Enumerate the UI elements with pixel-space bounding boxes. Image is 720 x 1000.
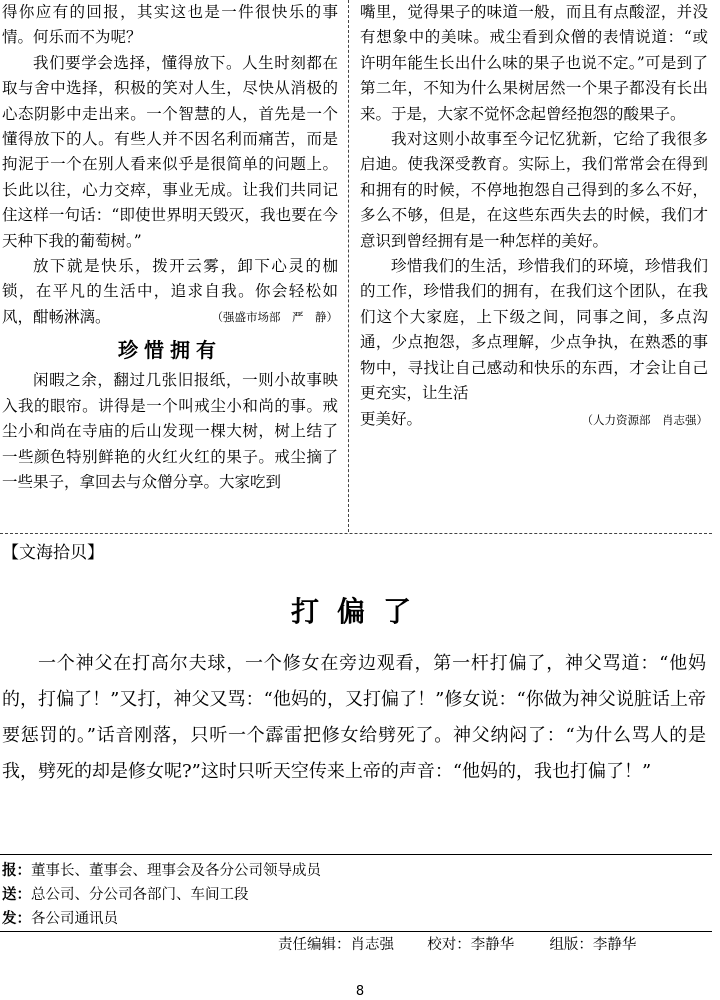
left-paragraph-1: 得你应有的回报，其实这也是一件很快乐的事情。何乐而不为呢？ (2, 3, 338, 47)
joke-body: 一个神父在打高尔夫球，一个修女在旁边观看，第一杆打偏了，神父骂道：“他妈的，打偏了！”又打，神父又骂：“他妈的，又打偏了！”修女说：“你做为神父说脏话上帝要惩罚的。”话音刚落，只听一个霹雷把修女给劈死了。神父纳闷了：“为什么骂人的是我，劈死的却是修女呢?”这时只听天空传来上帝的声音：“他妈的，我也打偏了！” (2, 653, 706, 782)
send-label: 送： (2, 887, 31, 903)
distribution-send (2, 884, 249, 906)
send-text: 总公司、分公司各部门、车间工段 (31, 887, 249, 903)
issue-label: 发： (2, 911, 31, 927)
right-signature: （人力资源部 肖志强） (581, 412, 708, 427)
credit-editor: 责任编辑：肖志强 (278, 937, 394, 953)
distribution-top-rule (0, 854, 712, 855)
joke-title: 打偏了 (290, 595, 429, 628)
left-paragraph-4: 闲暇之余，翻过几张旧报纸，一则小故事映入我的眼帘。讲得是一个叫戒尘小和尚的事。戒尘小和尚在寺庙的后山发现一棵大树，树上结了一些颜色特别鲜艳的火红火红的果子。戒尘摘了一些果子，拿回去与众僧分享。大家吃到 (2, 371, 338, 491)
credit-proofreader: 校对：李静华 (427, 937, 515, 953)
right-paragraph-2: 我对这则小故事至今记忆犹新，它给了我很多启迪。使我深受教育。实际上，我们常常会在得到和拥有的时候，不停地抱怨自己得到的多么不好，多么不够，但是，在这些东西失去的时候，我们才意识到曾经拥有是一种怎样的美好。 (360, 130, 708, 250)
right-paragraph-3-ending (360, 407, 708, 433)
credits-line (278, 934, 636, 956)
report-text: 董事长、董事会、理事会及各分公司领导成员 (31, 863, 321, 879)
article-subheading: 珍惜拥有 (118, 338, 222, 363)
left-paragraph-3-text: 放下就是快乐，拨开云雾，卸下心灵的枷锁，在平凡的生活中，追求自我。你会轻松如风，酣畅淋漓。 (2, 257, 338, 326)
right-paragraph-3: 珍惜我们的生活，珍惜我们的环境，珍惜我们的工作，珍惜我们的拥有，在我们这个团队，在我们这个大家庭，上下级之间，同事之间，多点沟通，少点抱怨，多点理解，少点争执，在熟悉的事物中，寻找让自己感动和快乐的东西，才会让自己更充实，让生活 (360, 257, 708, 403)
right-paragraph-1: 嘴里，觉得果子的味道一般，而且有点酸涩，并没有想象中的美味。戒尘看到众僧的表情说道：“或许明年能生长出什么味的果子也说不定。”可是到了第二年，不知为什么果树居然一个果子都没有长出来。于是，大家不觉怀念起曾经抱怨的酸果子。 (360, 3, 708, 123)
left-signature: （强盛市场部 严 静） (211, 309, 338, 324)
section-tag: 【文海拾贝】 (2, 543, 104, 563)
right-paragraph-3-end: 更美好。 (360, 409, 423, 428)
column-divider (348, 0, 349, 532)
right-column (360, 0, 708, 433)
page-number: 8 (355, 984, 365, 999)
section-divider (0, 533, 712, 534)
distribution-report (2, 860, 321, 882)
left-paragraph-3 (2, 254, 338, 330)
left-paragraph-2: 我们要学会选择，懂得放下。人生时刻都在取与舍中选择，积极的笑对人生，尽快从消极的心态阴影中走出来。一个智慧的人，首先是一个懂得放下的人。有些人并不因名利而痛苦，而是拘泥于一个在别人看来似乎是很简单的问题上。长此以往，心力交瘁，事业无成。让我们共同记住这样一句话：“即使世界明天毁灭，我也要在今天种下我的葡萄树。” (2, 53, 338, 250)
distribution-bottom-rule (0, 931, 712, 932)
distribution-issue (2, 908, 118, 930)
report-label: 报： (2, 863, 31, 879)
left-column (2, 0, 338, 495)
credit-layout: 组版：李静华 (549, 937, 637, 953)
issue-text: 各公司通讯员 (31, 911, 118, 927)
